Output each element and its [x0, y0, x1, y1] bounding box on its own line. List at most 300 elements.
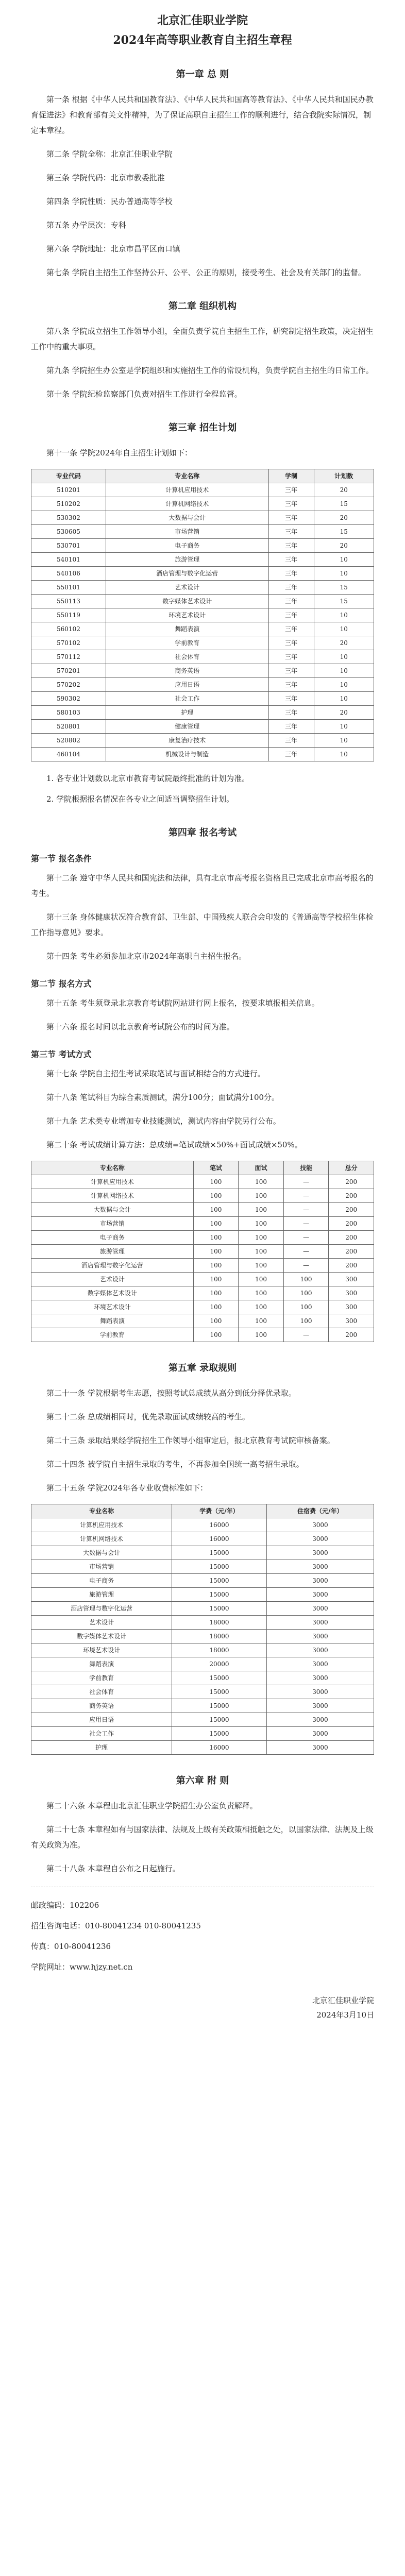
table-cell: 三年 — [268, 706, 314, 720]
paragraph: 传真：010-80041236 — [31, 1942, 111, 1951]
table-row — [31, 1203, 374, 1217]
table-cell: 100 — [193, 1286, 239, 1300]
table-row — [31, 608, 374, 622]
table-cell: 100 — [283, 1314, 329, 1328]
table-cell: 10 — [314, 622, 374, 636]
plan-intro: 第十一条 学院2024年自主招生计划如下： — [46, 448, 192, 457]
table-cell: 100 — [283, 1273, 329, 1286]
table-cell: 100 — [283, 1300, 329, 1314]
table-header-cell: 总分 — [329, 1161, 374, 1175]
table-cell: 100 — [283, 1286, 329, 1300]
table-cell: 15 — [314, 497, 374, 511]
table-cell: 康复治疗技术 — [106, 734, 268, 748]
table-row — [31, 497, 374, 511]
table-cell: 540101 — [31, 553, 106, 567]
table-row — [31, 1546, 374, 1560]
table-row — [31, 1602, 374, 1616]
table-cell: 3000 — [266, 1574, 374, 1588]
table-cell: 三年 — [268, 483, 314, 497]
table-header-cell: 住宿费（元/年） — [266, 1504, 374, 1518]
table-cell: 15000 — [172, 1699, 267, 1713]
chapter-6-body — [31, 1798, 374, 1876]
signature-org: 北京汇佳职业学院 — [312, 1996, 374, 2005]
table-cell: 护理 — [31, 1741, 172, 1755]
table-row — [31, 1713, 374, 1727]
paragraph: 第六条 学院地址：北京市昌平区南口镇 — [46, 244, 180, 253]
chapter-2-heading: 第二章 组织机构 — [168, 301, 237, 312]
table-cell: 20 — [314, 706, 374, 720]
table-cell: 社会体育 — [31, 1685, 172, 1699]
table-cell: 200 — [329, 1175, 374, 1189]
paragraph: 第十条 学院纪检监察部门负责对招生工作进行全程监督。 — [46, 389, 242, 399]
table-cell: 三年 — [268, 497, 314, 511]
table-row — [31, 1286, 374, 1300]
table-cell: 200 — [329, 1231, 374, 1245]
table-row — [31, 748, 374, 761]
table-cell: 100 — [239, 1273, 284, 1286]
table-cell: 3000 — [266, 1532, 374, 1546]
table-cell: 三年 — [268, 608, 314, 622]
table-row — [31, 692, 374, 706]
table-cell: 300 — [329, 1314, 374, 1328]
table-row — [31, 511, 374, 525]
table-cell: 3000 — [266, 1713, 374, 1727]
table-cell: 15 — [314, 595, 374, 608]
table-row — [31, 1259, 374, 1273]
table-cell: 酒店管理与数字化运营 — [31, 1259, 194, 1273]
enrollment-plan-table — [31, 469, 374, 761]
table-cell: 商务英语 — [31, 1699, 172, 1713]
table-cell: 10 — [314, 692, 374, 706]
table-cell: 15 — [314, 581, 374, 595]
table-cell: 酒店管理与数字化运营 — [106, 567, 268, 581]
table-cell: 数字媒体艺术设计 — [106, 595, 268, 608]
table-cell: 100 — [239, 1300, 284, 1314]
table-cell: 3000 — [266, 1560, 374, 1574]
paragraph: 第四条 学院性质：民办普通高等学校 — [46, 197, 173, 206]
table-cell: 15000 — [172, 1588, 267, 1602]
document-title: 2024年高等职业教育自主招生章程 — [113, 33, 292, 47]
table-cell: 学前教育 — [106, 636, 268, 650]
table-cell: 10 — [314, 734, 374, 748]
table-header-cell: 专业名称 — [106, 469, 268, 483]
table-cell: 510201 — [31, 483, 106, 497]
paragraph: 邮政编码：102206 — [31, 1901, 99, 1910]
contact-info — [31, 1897, 374, 1975]
chapter-3-heading: 第三章 招生计划 — [168, 422, 237, 433]
table-cell: 三年 — [268, 553, 314, 567]
table-row — [31, 1560, 374, 1574]
table-body — [31, 1518, 374, 1755]
table-cell: 15 — [314, 525, 374, 539]
table-cell: 100 — [193, 1203, 239, 1217]
table-cell: 社会工作 — [31, 1727, 172, 1741]
table-cell: 550113 — [31, 595, 106, 608]
table-cell: 市场营销 — [31, 1560, 172, 1574]
table-cell: 社会体育 — [106, 650, 268, 664]
table-cell: 550101 — [31, 581, 106, 595]
table-cell: 18000 — [172, 1643, 267, 1657]
table-cell: 510202 — [31, 497, 106, 511]
paragraph: 第八条 学院成立招生工作领导小组，全面负责学院自主招生工作，研究制定招生政策，决定招生工作中的重大事项。 — [31, 327, 374, 351]
table-cell: 艺术设计 — [106, 581, 268, 595]
table-header-cell: 专业名称 — [31, 1504, 172, 1518]
section-1-title: 第一节 报名条件 — [31, 854, 92, 863]
table-row — [31, 1616, 374, 1630]
table-cell: 100 — [239, 1245, 284, 1259]
table-cell: 应用日语 — [31, 1713, 172, 1727]
table-cell: 15000 — [172, 1574, 267, 1588]
table-cell: 15000 — [172, 1713, 267, 1727]
paragraph: 第二十六条 本章程由北京汇佳职业学院招生办公室负责解释。 — [46, 1801, 258, 1810]
table-row — [31, 622, 374, 636]
paragraph: 第二十二条 总成绩相同时，优先录取面试成绩较高的考生。 — [46, 1412, 250, 1421]
table-row — [31, 1685, 374, 1699]
table-cell: 三年 — [268, 567, 314, 581]
paragraph: 第二十八条 本章程自公布之日起施行。 — [46, 1864, 180, 1873]
table-cell: 570201 — [31, 664, 106, 678]
paragraph: 第二十四条 被学院自主招生录取的考生，不再参加全国统一高考招生录取。 — [46, 1460, 304, 1469]
table-cell: 大数据与会计 — [31, 1203, 194, 1217]
table-cell: 560102 — [31, 622, 106, 636]
table-cell: 200 — [329, 1259, 374, 1273]
table-cell: 16000 — [172, 1532, 267, 1546]
table-cell: 100 — [193, 1328, 239, 1342]
table-cell: 100 — [239, 1189, 284, 1203]
table-cell: 15000 — [172, 1671, 267, 1685]
table-cell: 10 — [314, 678, 374, 692]
table-cell: 三年 — [268, 650, 314, 664]
section-3-body — [31, 1066, 374, 1153]
table-cell: 10 — [314, 748, 374, 761]
table-cell: 电子商务 — [106, 539, 268, 553]
table-cell: 3000 — [266, 1699, 374, 1713]
table-header-cell: 专业代码 — [31, 469, 106, 483]
paragraph: 第十五条 考生须登录北京教育考试院网站进行网上报名，按要求填报相关信息。 — [46, 998, 319, 1008]
table-row — [31, 1300, 374, 1314]
table-cell: 计算机网络技术 — [106, 497, 268, 511]
paragraph: 第十四条 考生必须参加北京市2024年高职自主招生报名。 — [46, 952, 246, 961]
table-cell: 100 — [239, 1203, 284, 1217]
paragraph: 第十三条 身体健康状况符合教育部、卫生部、中国残疾人联合会印发的《普通高等学校招生体检工作指导意见》要求。 — [31, 912, 374, 937]
table-cell: 护理 — [106, 706, 268, 720]
table-cell: 酒店管理与数字化运营 — [31, 1602, 172, 1616]
paragraph: 第三条 学院代码：北京市教委批准 — [46, 173, 165, 182]
table-cell: 590302 — [31, 692, 106, 706]
table-cell: 三年 — [268, 692, 314, 706]
table-cell: — — [283, 1175, 329, 1189]
table-cell: 舞蹈表演 — [106, 622, 268, 636]
table-cell: 570202 — [31, 678, 106, 692]
table-cell: — — [283, 1217, 329, 1231]
table-cell: 环境艺术设计 — [31, 1300, 194, 1314]
table-cell: 200 — [329, 1328, 374, 1342]
table-cell: 三年 — [268, 539, 314, 553]
table-header-row — [31, 469, 374, 483]
table-row — [31, 567, 374, 581]
paragraph: 第十六条 报名时间以北京教育考试院公布的时间为准。 — [46, 1022, 234, 1031]
table-cell: 3000 — [266, 1630, 374, 1643]
table-cell: 旅游管理 — [31, 1245, 194, 1259]
table-body — [31, 483, 374, 761]
table-cell: 20 — [314, 511, 374, 525]
table-cell: 300 — [329, 1286, 374, 1300]
table-cell: 100 — [193, 1259, 239, 1273]
table-cell: 市场营销 — [106, 525, 268, 539]
table-cell: 3000 — [266, 1671, 374, 1685]
table-cell: 100 — [193, 1189, 239, 1203]
table-cell: 18000 — [172, 1630, 267, 1643]
table-cell: 舞蹈表演 — [31, 1657, 172, 1671]
table-cell: 三年 — [268, 595, 314, 608]
table-row — [31, 525, 374, 539]
score-table — [31, 1161, 374, 1342]
table-row — [31, 1588, 374, 1602]
table-cell: — — [283, 1231, 329, 1245]
table-row — [31, 539, 374, 553]
table-row — [31, 636, 374, 650]
table-cell: 580103 — [31, 706, 106, 720]
table-row — [31, 1189, 374, 1203]
table-cell: 应用日语 — [106, 678, 268, 692]
table-row — [31, 720, 374, 734]
table-cell: 学前教育 — [31, 1671, 172, 1685]
table-row — [31, 1328, 374, 1342]
table-cell: 100 — [239, 1286, 284, 1300]
table-cell: 计算机应用技术 — [31, 1518, 172, 1532]
table-header-cell: 学费（元/年） — [172, 1504, 267, 1518]
table-cell: — — [283, 1189, 329, 1203]
table-row — [31, 1727, 374, 1741]
table-cell: 100 — [239, 1175, 284, 1189]
table-row — [31, 1518, 374, 1532]
table-cell: — — [283, 1259, 329, 1273]
table-cell: 100 — [193, 1245, 239, 1259]
table-row — [31, 581, 374, 595]
table-cell: 舞蹈表演 — [31, 1314, 194, 1328]
table-cell: 旅游管理 — [106, 553, 268, 567]
table-cell: 15000 — [172, 1546, 267, 1560]
table-row — [31, 1630, 374, 1643]
section-3-title: 第三节 考试方式 — [31, 1049, 92, 1059]
table-cell: 530605 — [31, 525, 106, 539]
table-cell: 环境艺术设计 — [31, 1643, 172, 1657]
paragraph: 第五条 办学层次：专科 — [46, 221, 126, 230]
table-cell: 100 — [193, 1273, 239, 1286]
table-cell: 机械设计与制造 — [106, 748, 268, 761]
table-cell: 3000 — [266, 1616, 374, 1630]
table-cell: 100 — [193, 1231, 239, 1245]
table-cell: 15000 — [172, 1560, 267, 1574]
table-cell: 环境艺术设计 — [106, 608, 268, 622]
table-cell: 100 — [239, 1231, 284, 1245]
table-cell: 300 — [329, 1273, 374, 1286]
table-cell: 大数据与会计 — [106, 511, 268, 525]
table-header-cell: 计划数 — [314, 469, 374, 483]
table-cell: 10 — [314, 664, 374, 678]
table-cell: 3000 — [266, 1685, 374, 1699]
paragraph: 第二十条 考试成绩计算方法：总成绩=笔试成绩×50%+面试成绩×50%。 — [46, 1140, 302, 1149]
table-row — [31, 1273, 374, 1286]
table-row — [31, 678, 374, 692]
paragraph: 第二条 学院全称：北京汇佳职业学院 — [46, 149, 173, 159]
table-cell: 健康管理 — [106, 720, 268, 734]
table-cell: 数字媒体艺术设计 — [31, 1286, 194, 1300]
paragraph: 第一条 根据《中华人民共和国教育法》、《中华人民共和国高等教育法》、《中华人民共和国民办教育促进法》和教育部有关文件精神，为了保证高职自主招生工作的顺利进行，结合我院实际情况，制定本章程。 — [31, 95, 374, 135]
fee-table — [31, 1504, 374, 1755]
table-row — [31, 1574, 374, 1588]
chapter-2-body — [31, 324, 374, 402]
table-cell: 3000 — [266, 1657, 374, 1671]
table-cell: 三年 — [268, 622, 314, 636]
table-cell: 20 — [314, 483, 374, 497]
table-cell: 18000 — [172, 1616, 267, 1630]
table-cell: 电子商务 — [31, 1574, 172, 1588]
table-cell: — — [283, 1328, 329, 1342]
table-cell: 社会工作 — [106, 692, 268, 706]
table-row — [31, 1217, 374, 1231]
table-header-cell: 技能 — [283, 1161, 329, 1175]
chapter-5-heading: 第五章 录取规则 — [168, 1363, 237, 1374]
table-cell: 计算机网络技术 — [31, 1189, 194, 1203]
paragraph: 第九条 学院招生办公室是学院组织和实施招生工作的常设机构，负责学院自主招生的日常工作。 — [46, 366, 374, 375]
table-cell: 电子商务 — [31, 1231, 194, 1245]
table-cell: 市场营销 — [31, 1217, 194, 1231]
table-header-cell: 学制 — [268, 469, 314, 483]
table-cell: 大数据与会计 — [31, 1546, 172, 1560]
table-cell: 艺术设计 — [31, 1616, 172, 1630]
table-cell: 100 — [193, 1314, 239, 1328]
table-cell: 520801 — [31, 720, 106, 734]
table-cell: 10 — [314, 567, 374, 581]
paragraph: 第十九条 艺术类专业增加专业技能测试，测试内容由学院另行公布。 — [46, 1116, 281, 1126]
table-row — [31, 1532, 374, 1546]
table-cell: — — [283, 1245, 329, 1259]
paragraph: 第十二条 遵守中华人民共和国宪法和法律，具有北京市高考报名资格且已完成北京市高考报名的考生。 — [31, 873, 374, 898]
table-cell: 10 — [314, 650, 374, 664]
table-cell: 530302 — [31, 511, 106, 525]
paragraph: 第七条 学院自主招生工作坚持公开、公平、公正的原则，接受考生、社会及有关部门的监督。 — [46, 268, 366, 277]
table-cell: 3000 — [266, 1727, 374, 1741]
table-body — [31, 1175, 374, 1342]
table-cell: 540106 — [31, 567, 106, 581]
table-cell: 3000 — [266, 1602, 374, 1616]
table-cell: 三年 — [268, 581, 314, 595]
table-cell: 15000 — [172, 1602, 267, 1616]
table-row — [31, 1245, 374, 1259]
table-cell: 100 — [193, 1300, 239, 1314]
table-cell: 3000 — [266, 1546, 374, 1560]
section-2-title: 第二节 报名方式 — [31, 979, 92, 989]
paragraph: 学院网址：www.hjzy.net.cn — [31, 1962, 133, 1972]
signature-date: 2024年3月10日 — [316, 2010, 374, 2020]
table-cell: 550119 — [31, 608, 106, 622]
table-header-row — [31, 1161, 374, 1175]
table-cell: 100 — [193, 1217, 239, 1231]
paragraph: 第二十一条 学院根据考生志愿，按照考试总成绩从高分到低分择优录取。 — [46, 1388, 296, 1398]
table-cell: 三年 — [268, 678, 314, 692]
table-cell: 学前教育 — [31, 1328, 194, 1342]
table-cell: 20000 — [172, 1657, 267, 1671]
table-cell: 460104 — [31, 748, 106, 761]
table-row — [31, 1741, 374, 1755]
table-cell: 100 — [239, 1328, 284, 1342]
table-row — [31, 706, 374, 720]
table-row — [31, 1175, 374, 1189]
table-cell: 16000 — [172, 1518, 267, 1532]
table-cell: 100 — [239, 1314, 284, 1328]
table-cell: 300 — [329, 1300, 374, 1314]
table-header-row — [31, 1504, 374, 1518]
table-cell: 520802 — [31, 734, 106, 748]
table-cell: 3000 — [266, 1643, 374, 1657]
table-cell: 20 — [314, 636, 374, 650]
chapter-4-heading: 第四章 报名考试 — [168, 827, 237, 838]
table-row — [31, 650, 374, 664]
table-row — [31, 1657, 374, 1671]
table-row — [31, 1643, 374, 1657]
table-cell: 三年 — [268, 525, 314, 539]
table-cell: 计算机应用技术 — [31, 1175, 194, 1189]
table-row — [31, 553, 374, 567]
table-cell: 三年 — [268, 636, 314, 650]
chapter-1-body — [31, 92, 374, 280]
table-cell: 旅游管理 — [31, 1588, 172, 1602]
paragraph: 2. 学院根据报名情况在各专业之间适当调整招生计划。 — [46, 794, 234, 804]
table-cell: 计算机网络技术 — [31, 1532, 172, 1546]
table-cell: 15000 — [172, 1685, 267, 1699]
table-cell: 570112 — [31, 650, 106, 664]
table-cell: 三年 — [268, 511, 314, 525]
table-cell: 数字媒体艺术设计 — [31, 1630, 172, 1643]
table-cell: 艺术设计 — [31, 1273, 194, 1286]
table-cell: — — [283, 1203, 329, 1217]
table-cell: 三年 — [268, 748, 314, 761]
table-cell: 3000 — [266, 1518, 374, 1532]
table-row — [31, 734, 374, 748]
paragraph: 第二十三条 录取结果经学院招生工作领导小组审定后，报北京教育考试院审核备案。 — [46, 1436, 335, 1445]
table-cell: 100 — [239, 1217, 284, 1231]
chapter-1-heading: 第一章 总 则 — [176, 69, 229, 80]
chapter-6-heading: 第六章 附 则 — [176, 1775, 229, 1786]
table-cell: 10 — [314, 608, 374, 622]
table-cell: 100 — [239, 1259, 284, 1273]
table-cell: 530701 — [31, 539, 106, 553]
table-cell: 3000 — [266, 1741, 374, 1755]
table-cell: 10 — [314, 720, 374, 734]
paragraph: 招生咨询电话：010-80041234 010-80041235 — [31, 1921, 201, 1930]
table-cell: 10 — [314, 553, 374, 567]
table-cell: 三年 — [268, 664, 314, 678]
chapter-5-body — [31, 1385, 374, 1472]
table-cell: 200 — [329, 1217, 374, 1231]
table-row — [31, 664, 374, 678]
school-name: 北京汇佳职业学院 — [157, 14, 248, 27]
table-cell: 20 — [314, 539, 374, 553]
table-cell: 三年 — [268, 720, 314, 734]
table-cell: 商务英语 — [106, 664, 268, 678]
table-row — [31, 595, 374, 608]
paragraph: 第十七条 学院自主招生考试采取笔试与面试相结合的方式进行。 — [46, 1069, 265, 1078]
table-cell: 16000 — [172, 1741, 267, 1755]
table-header-cell: 笔试 — [193, 1161, 239, 1175]
table-cell: 三年 — [268, 734, 314, 748]
table-cell: 计算机应用技术 — [106, 483, 268, 497]
paragraph: 第十八条 笔试科目为综合素质测试，满分100分；面试满分100分。 — [46, 1093, 280, 1102]
table-cell: 15000 — [172, 1727, 267, 1741]
table-header-cell: 面试 — [239, 1161, 284, 1175]
table-cell: 570102 — [31, 636, 106, 650]
